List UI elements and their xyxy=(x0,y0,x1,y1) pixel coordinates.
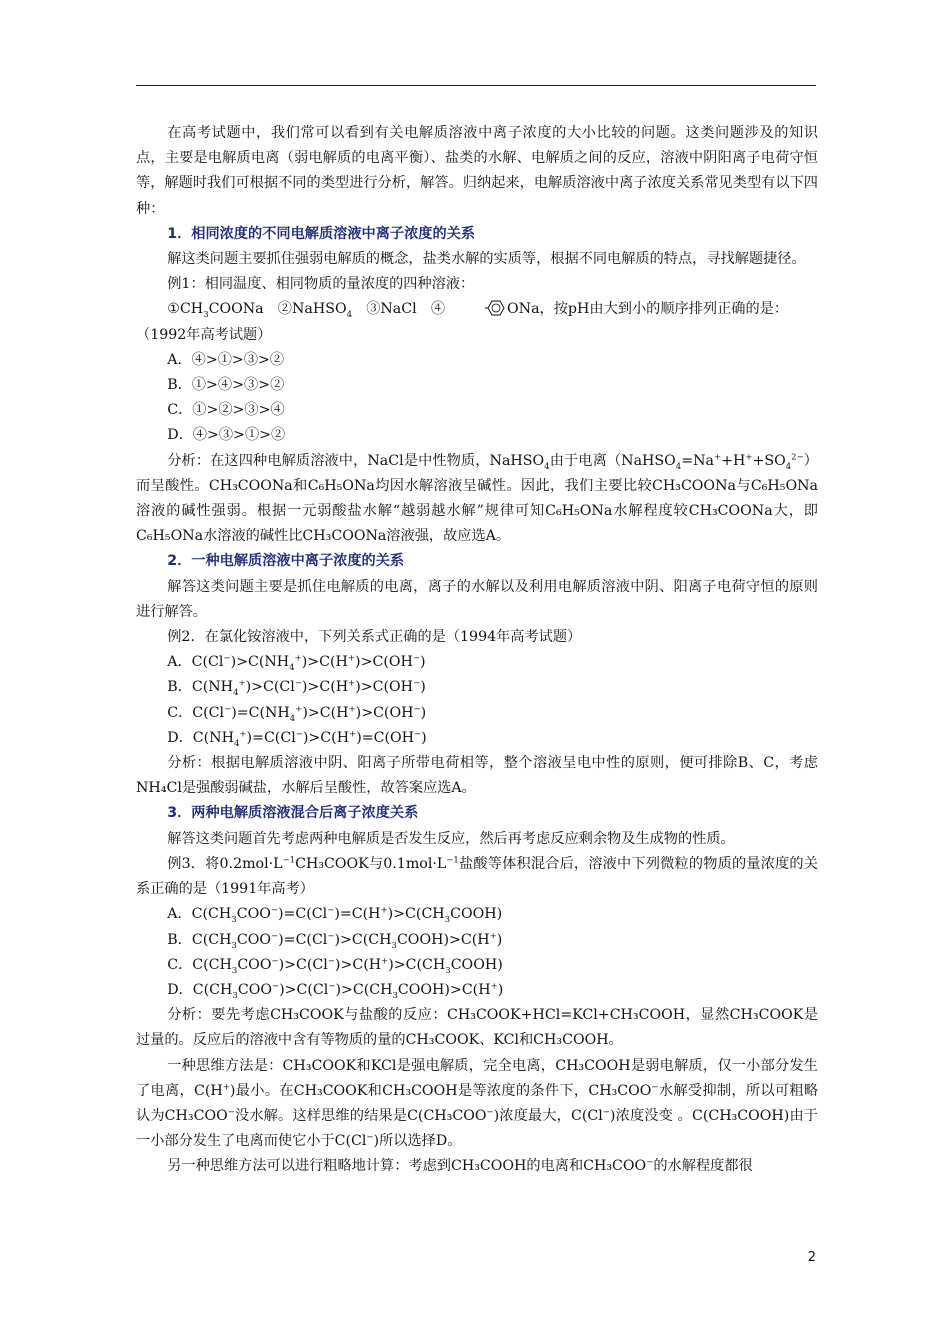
example-2-title: 例2．在氯化铵溶液中，下列关系式正确的是（1994年高考试题） xyxy=(167,629,582,646)
method-1-paragraph: 一种思维方法是：CH₃COOK和KCl是强电解质，完全电离，CH₃COOH是弱电解质，仅一小部分发生了电离，C(H+)最小。在CH₃COOK和CH₃COOH是等浓度的条件下，CH₃COO−水解受抑制，所以可粗略认为CH₃COO−没水解。这样思维的结果是C(CH₃COO−)浓度最大，C(Cl−)浓度没变 。C(CH₃COOH)由于一小部分发生了电离而使它小于C(Cl−)所以选择D。 xyxy=(136,1057,819,1150)
example-1-option-d: D．④>③>①>② xyxy=(167,427,286,444)
header-rule xyxy=(136,85,816,86)
example-2-option-b: B．$C(NH_4^+)>C(Cl^-)>C(H^+)>C(OH^-)$ xyxy=(167,678,426,699)
section-2-heading: 2．一种电解质溶液中离子浓度的关系 xyxy=(167,553,405,570)
example-3-option-a: A．$C(CH_3COO^-)=C(Cl^-)=C(H^+)>C(CH_3COOH)$ xyxy=(167,905,503,926)
section-1-heading: 1．相同浓度的不同电解质溶液中离子浓度的关系 xyxy=(167,225,476,242)
intro-paragraph: 在高考试题中，我们常可以看到有关电解质溶液中离子浓度的大小比较的问题。这类问题涉及的知识点，主要是电解质电离（弱电解质的电离平衡）、盐类的水解、电解质之间的反应，溶液中阴阳离子电荷守恒等，解题时我们可根据不同的类型进行分析，解答。归纳起来，电解质溶液中离子浓度关系常见类型有以下四种： xyxy=(136,125,818,217)
method-2-paragraph: 另一种思维方法可以进行粗略地计算：考虑到CH₃COOH的电离和CH₃COO−的水解程度都很 xyxy=(167,1157,753,1175)
example-2-analysis: 分析：根据电解质溶液中阴、阳离子所带电荷相等，整个溶液呈电中性的原则，便可排除B、C，考虑NH₄Cl是强酸弱碱盐，水解后呈酸性，故答案应选A。 xyxy=(136,755,818,797)
example-3-analysis: 分析：要先考虑CH₃COOK与盐酸的反应：CH₃COOK+HCl=KCl+CH₃COOH，显然CH₃COOK是过量的。反应后的溶液中含有等物质的量的CH₃COOK、KCl和CH₃COOH。 xyxy=(136,1007,818,1049)
example-3-option-c: C．$C(CH_3COO^-)>C(Cl^-)>C(H^+)>C(CH_3COOH)$ xyxy=(167,955,503,976)
example-1-solutions: $①CH_3COONa$ ②NaHSO$_4$ ③NaCl ④ ONa，按pH由大到小的顺序排列正确的是：（1992年高考试题） xyxy=(136,301,789,343)
document-body xyxy=(136,121,818,1180)
example-2-option-c: C．$C(Cl^-)=C(NH_4^+)>C(H^+)>C(OH^-)$ xyxy=(167,703,427,724)
section-2-desc: 解答这类问题主要是抓住电解质的电离，离子的水解以及利用电解质溶液中阴、阳离子电荷守恒的原则进行解答。 xyxy=(136,578,818,620)
page-number: 2 xyxy=(807,1250,816,1265)
example-1-analysis: 分析：在这四种电解质溶液中，NaCl是中性物质，NaHSO$_4$由于电离$(NaHSO_4=Na^++H^++SO_4^{2-})$而呈酸性。CH₃COONa和C₆H₅ONa均因水解溶液呈碱性。因此，我们主要比较CH₃COONa与C₆H₅ONa溶液的碱性强弱。根据一元弱酸盐水解“越弱越水解”规律可知C₆H₅ONa水解程度较CH₃COONa大，即C₆H₅ONa水溶液的碱性比CH₃COONa溶液强，故应选A。 xyxy=(136,451,818,545)
example-3-title: 例3．将$0.2mol\cdot L^{-1}CH_3COOK$与$0.1mol\cdot L^{-1}$盐酸等体积混合后，溶液中下列微粒的物质的量浓度的关系正确的是（1991年高考） xyxy=(136,855,818,898)
example-1-title: 例1：相同温度、相同物质的量浓度的四种溶液： xyxy=(167,276,475,293)
example-3-option-b: B．$C(CH_3COO^-)=C(Cl^-)>C(CH_3COOH)>C(H^+)$ xyxy=(167,930,503,951)
example-1-option-b: B．①>④>③>② xyxy=(167,377,285,394)
example-2-option-a: A．$C(Cl^-)>C(NH_4^+)>C(H^+)>C(OH^-)$ xyxy=(167,653,426,674)
example-1-tail: ，按pH由大到小的顺序排列正确的是：（1992年高考试题） xyxy=(136,301,789,343)
benzene-ring-icon xyxy=(485,300,507,316)
example-3-option-d: D．$C(CH_3COO^-)>C(Cl^-)>C(CH_3COOH)>C(H^+)$ xyxy=(167,981,504,1001)
example-1-option-a: A．④>①>③>② xyxy=(167,351,285,368)
section-3-desc: 解答这类问题首先考虑两种电解质是否发生反应，然后再考虑反应剩余物及生成物的性质。 xyxy=(167,830,735,847)
phenoxide-suffix: ONa xyxy=(507,301,540,318)
example-1-option-c: C．①>②>③>④ xyxy=(167,402,285,419)
section-1-desc: 解这类问题主要抓住强弱电解质的概念，盐类水解的实质等，根据不同电解质的特点，寻找解题捷径。 xyxy=(167,251,806,268)
section-3-heading: 3．两种电解质溶液混合后离子浓度关系 xyxy=(167,805,419,822)
example-2-option-d: D．$C(NH_4^+)=C(Cl^-)>C(H^+)=C(OH^-)$ xyxy=(167,729,427,749)
